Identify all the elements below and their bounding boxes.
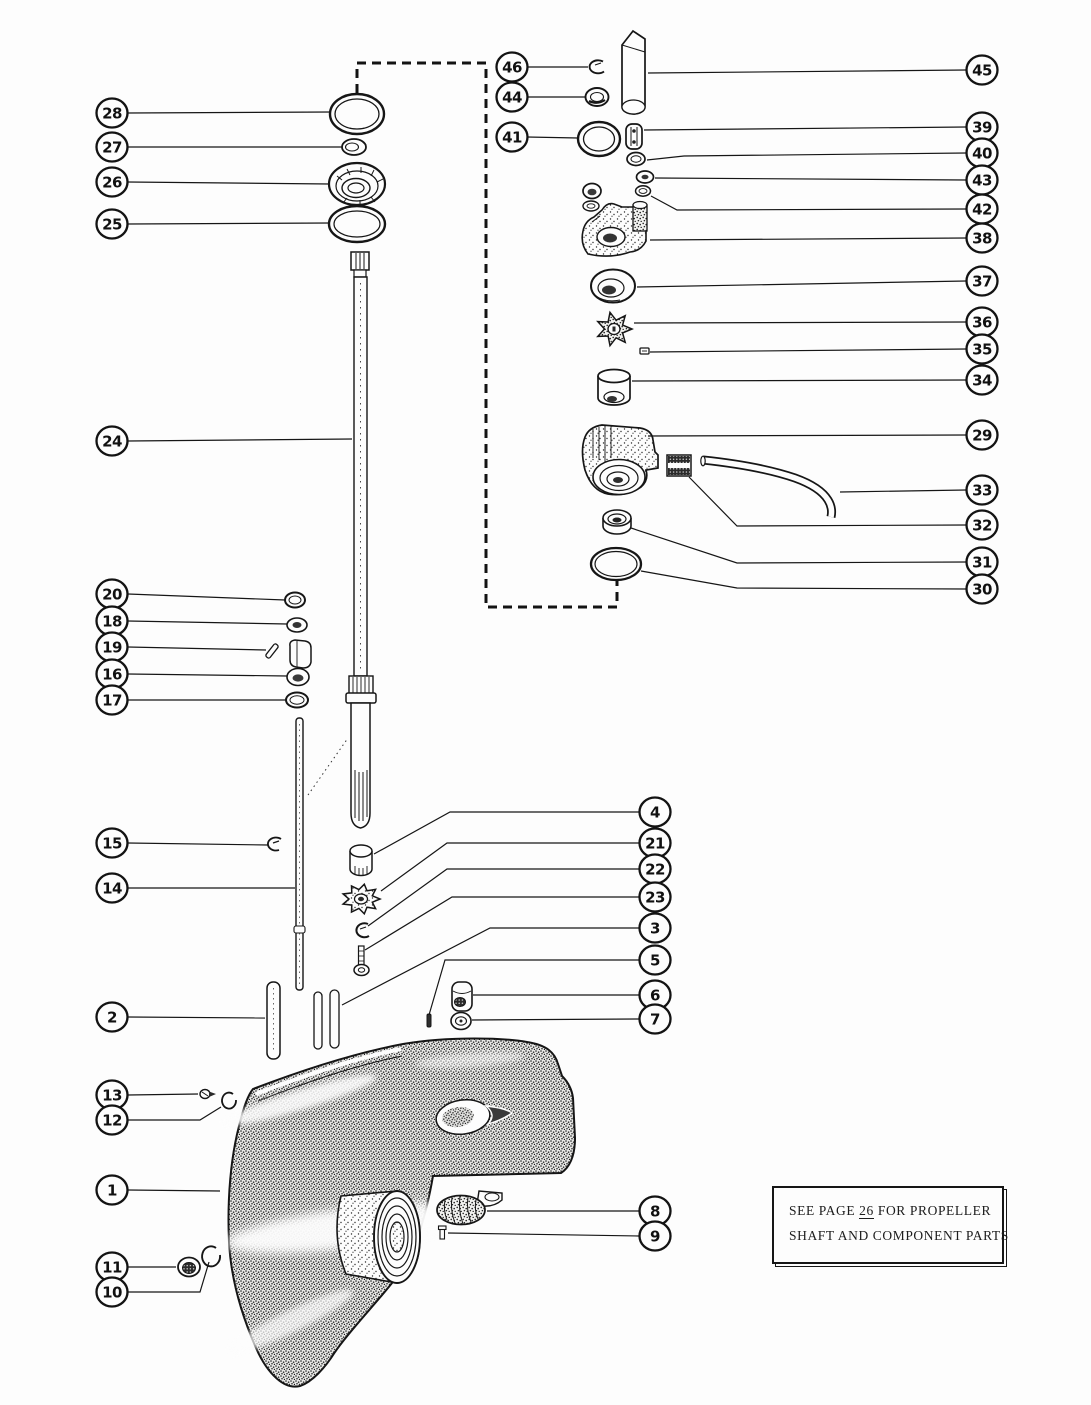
note-line-2: SHAFT AND COMPONENT PARTS: [789, 1228, 1009, 1243]
callout-31: [631, 528, 998, 577]
part-o-ring-41: [578, 122, 620, 156]
leader-line-15: [128, 843, 268, 845]
callout-32: [689, 477, 998, 540]
leader-line-1: [128, 1190, 220, 1191]
callout-43: [655, 166, 998, 195]
part-shift-shaft-14: [294, 718, 305, 990]
callout-44: [497, 83, 587, 112]
part-bushing-4: [350, 845, 372, 876]
callout-4: [374, 798, 671, 855]
callout-number-8: 8: [650, 1202, 660, 1221]
callout-number-6: 6: [650, 986, 660, 1005]
callout-42: [651, 195, 998, 224]
callout-38: [650, 224, 998, 253]
callout-number-22: 22: [645, 860, 665, 879]
callout-number-40: 40: [972, 144, 992, 163]
callout-25: [97, 210, 331, 239]
callout-number-32: 32: [972, 516, 992, 535]
part-washer-7: [451, 1013, 471, 1030]
leader-line-34: [632, 380, 966, 381]
callout-number-31: 31: [972, 553, 992, 572]
note-line-1: SEE PAGE 26 FOR PROPELLER: [789, 1203, 992, 1218]
part-ring-43: [637, 171, 654, 183]
leader-line-20: [128, 594, 285, 600]
part-water-pickup-tube-33: [701, 456, 832, 517]
leader-line-9: [448, 1233, 639, 1236]
part-screw-9: [439, 1226, 447, 1239]
callout-41: [497, 123, 579, 152]
part-o-ring-25: [329, 206, 385, 242]
part-retainer-clip-22: [356, 923, 369, 937]
part-o-ring-17: [286, 693, 308, 708]
callout-number-28: 28: [102, 104, 122, 123]
part-screw-13: [200, 1090, 216, 1099]
leader-line-36: [634, 322, 966, 323]
part-nut: [583, 184, 601, 199]
leader-line-26: [128, 182, 330, 184]
leader-line-30: [641, 571, 966, 589]
callout-number-38: 38: [972, 229, 992, 248]
part-pinion-gear-21: [343, 884, 380, 914]
part-clip-27: [342, 139, 366, 155]
callout-number-27: 27: [102, 138, 122, 157]
part-gear-housing-1: [221, 1039, 575, 1387]
part-pump-housing-29: [583, 425, 659, 495]
leader-line-2: [128, 1017, 265, 1018]
part-impeller-36: [598, 312, 632, 345]
leader-line-16: [128, 674, 287, 676]
part-impeller-key-35: [640, 348, 649, 354]
callout-27: [97, 133, 343, 162]
callout-16: [97, 660, 288, 689]
leader-line-23: [365, 897, 639, 950]
callout-29: [648, 421, 998, 450]
callout-6: [473, 981, 671, 1010]
callout-number-10: 10: [102, 1283, 122, 1302]
part-ball-bearing-26: [329, 163, 385, 206]
leader-line-31: [631, 528, 966, 563]
callout-number-14: 14: [102, 879, 122, 898]
part-clip-15: [268, 838, 281, 851]
callout-number-25: 25: [102, 215, 122, 234]
callout-number-44: 44: [502, 88, 522, 107]
callout-number-42: 42: [972, 200, 992, 219]
callout-2: [97, 1003, 266, 1032]
callout-22: [368, 855, 671, 927]
callout-15: [97, 829, 269, 858]
callout-28: [97, 99, 332, 128]
leader-line-28: [128, 112, 331, 113]
reference-note-box: [772, 1186, 1009, 1264]
part-valve-cylinder-39: [626, 124, 642, 149]
callout-18: [97, 607, 288, 636]
callout-26: [97, 168, 331, 197]
callout-39: [644, 113, 998, 142]
callout-17: [97, 686, 287, 715]
part-clip-46: [590, 60, 604, 73]
leader-line-19: [128, 647, 266, 650]
callout-number-17: 17: [102, 691, 122, 710]
leader-line-43: [655, 178, 966, 180]
part-ring-12: [222, 1093, 236, 1109]
callout-number-13: 13: [102, 1086, 122, 1105]
part-water-tube-45: [622, 31, 645, 114]
callout-number-29: 29: [972, 426, 992, 445]
part-gasket-ring-10: [202, 1246, 220, 1266]
callout-number-5: 5: [650, 951, 660, 970]
leader-line-29: [648, 435, 966, 436]
callout-number-21: 21: [645, 834, 665, 853]
leader-line-41: [527, 137, 578, 138]
callout-number-34: 34: [972, 371, 992, 390]
callout-number-35: 35: [972, 340, 992, 359]
callout-3: [342, 914, 671, 1006]
part-bushing-cup-34: [598, 370, 630, 406]
callout-23: [365, 883, 671, 951]
callout-34: [632, 366, 998, 395]
callout-number-15: 15: [102, 834, 122, 853]
part-pinion-bolt-23: [354, 946, 369, 976]
part-seal-ring-44: [586, 88, 609, 106]
callout-number-16: 16: [102, 665, 122, 684]
leader-line-4: [374, 812, 639, 854]
part-pin-5: [427, 1014, 431, 1027]
part-face-plate-37: [591, 270, 635, 303]
leader-line-40: [647, 153, 966, 160]
callout-number-12: 12: [102, 1111, 122, 1130]
housing-torpedo-bore: [337, 1191, 420, 1283]
callout-number-1: 1: [107, 1181, 117, 1200]
leader-line-3: [342, 928, 639, 1005]
callout-number-41: 41: [502, 128, 522, 147]
leader-line-24: [128, 439, 352, 441]
callout-number-46: 46: [502, 58, 522, 77]
callout-8: [487, 1197, 671, 1226]
callout-46: [497, 53, 589, 82]
part-retaining-ring-28: [330, 94, 384, 134]
callout-9: [448, 1222, 671, 1251]
part-ring-42: [636, 186, 651, 196]
callout-45: [648, 56, 998, 85]
callout-number-18: 18: [102, 612, 122, 631]
callout-24: [97, 427, 353, 456]
leader-line-42: [651, 196, 966, 210]
callout-number-7: 7: [650, 1010, 660, 1029]
callout-20: [97, 580, 286, 609]
leader-line-13: [128, 1094, 198, 1095]
part-washer: [583, 201, 599, 211]
leader-line-38: [650, 238, 966, 240]
leader-line-12: [128, 1107, 221, 1120]
callout-number-33: 33: [972, 481, 992, 500]
callout-33: [840, 476, 998, 505]
callout-30: [641, 571, 998, 604]
callout-35: [650, 335, 998, 364]
callout-number-26: 26: [102, 173, 122, 192]
callout-number-19: 19: [102, 638, 122, 657]
callout-19: [97, 633, 267, 662]
leader-line-37: [637, 281, 966, 287]
callout-7: [472, 1005, 671, 1034]
part-nut-16: [287, 669, 309, 686]
callout-number-43: 43: [972, 171, 992, 190]
part-plug-6: [452, 982, 472, 1011]
note-page-number: 26: [859, 1203, 874, 1218]
callout-number-39: 39: [972, 118, 992, 137]
callout-14: [97, 874, 296, 903]
part-anode-8: [437, 1191, 502, 1225]
part-washer-18: [287, 618, 307, 632]
part-ring-40: [627, 153, 645, 166]
part-drive-shaft-24: [308, 252, 376, 828]
part-oil-seal-31: [603, 510, 631, 534]
callout-number-3: 3: [650, 919, 660, 938]
part-o-ring-20: [285, 593, 305, 608]
callout-number-45: 45: [972, 61, 992, 80]
callout-number-37: 37: [972, 272, 992, 291]
part-tube-block-32: [667, 455, 691, 476]
part-o-ring-30: [591, 548, 641, 580]
callout-40: [647, 139, 998, 168]
callout-36: [634, 308, 998, 337]
callout-number-9: 9: [650, 1227, 660, 1246]
leader-line-45: [648, 70, 966, 73]
leader-line-21: [381, 843, 639, 891]
callout-37: [637, 267, 998, 296]
leader-line-25: [128, 223, 330, 224]
leader-line-35: [650, 349, 966, 352]
callout-number-23: 23: [645, 888, 665, 907]
part-pin-19: [265, 640, 311, 668]
callout-21: [381, 829, 671, 892]
callout-number-20: 20: [102, 585, 122, 604]
leader-line-7: [472, 1019, 639, 1020]
part-shift-rods-2: [267, 982, 339, 1059]
leader-line-18: [128, 621, 287, 624]
callout-1: [97, 1176, 221, 1205]
callout-number-30: 30: [972, 580, 992, 599]
callout-number-4: 4: [650, 803, 660, 822]
callout-number-36: 36: [972, 313, 992, 332]
leader-line-39: [644, 127, 966, 130]
leader-line-33: [840, 490, 966, 492]
callout-number-11: 11: [102, 1258, 122, 1277]
callout-number-2: 2: [107, 1008, 117, 1027]
part-drain-plug-11: [178, 1258, 200, 1277]
callout-number-24: 24: [102, 432, 122, 451]
callout-12: [97, 1106, 222, 1135]
